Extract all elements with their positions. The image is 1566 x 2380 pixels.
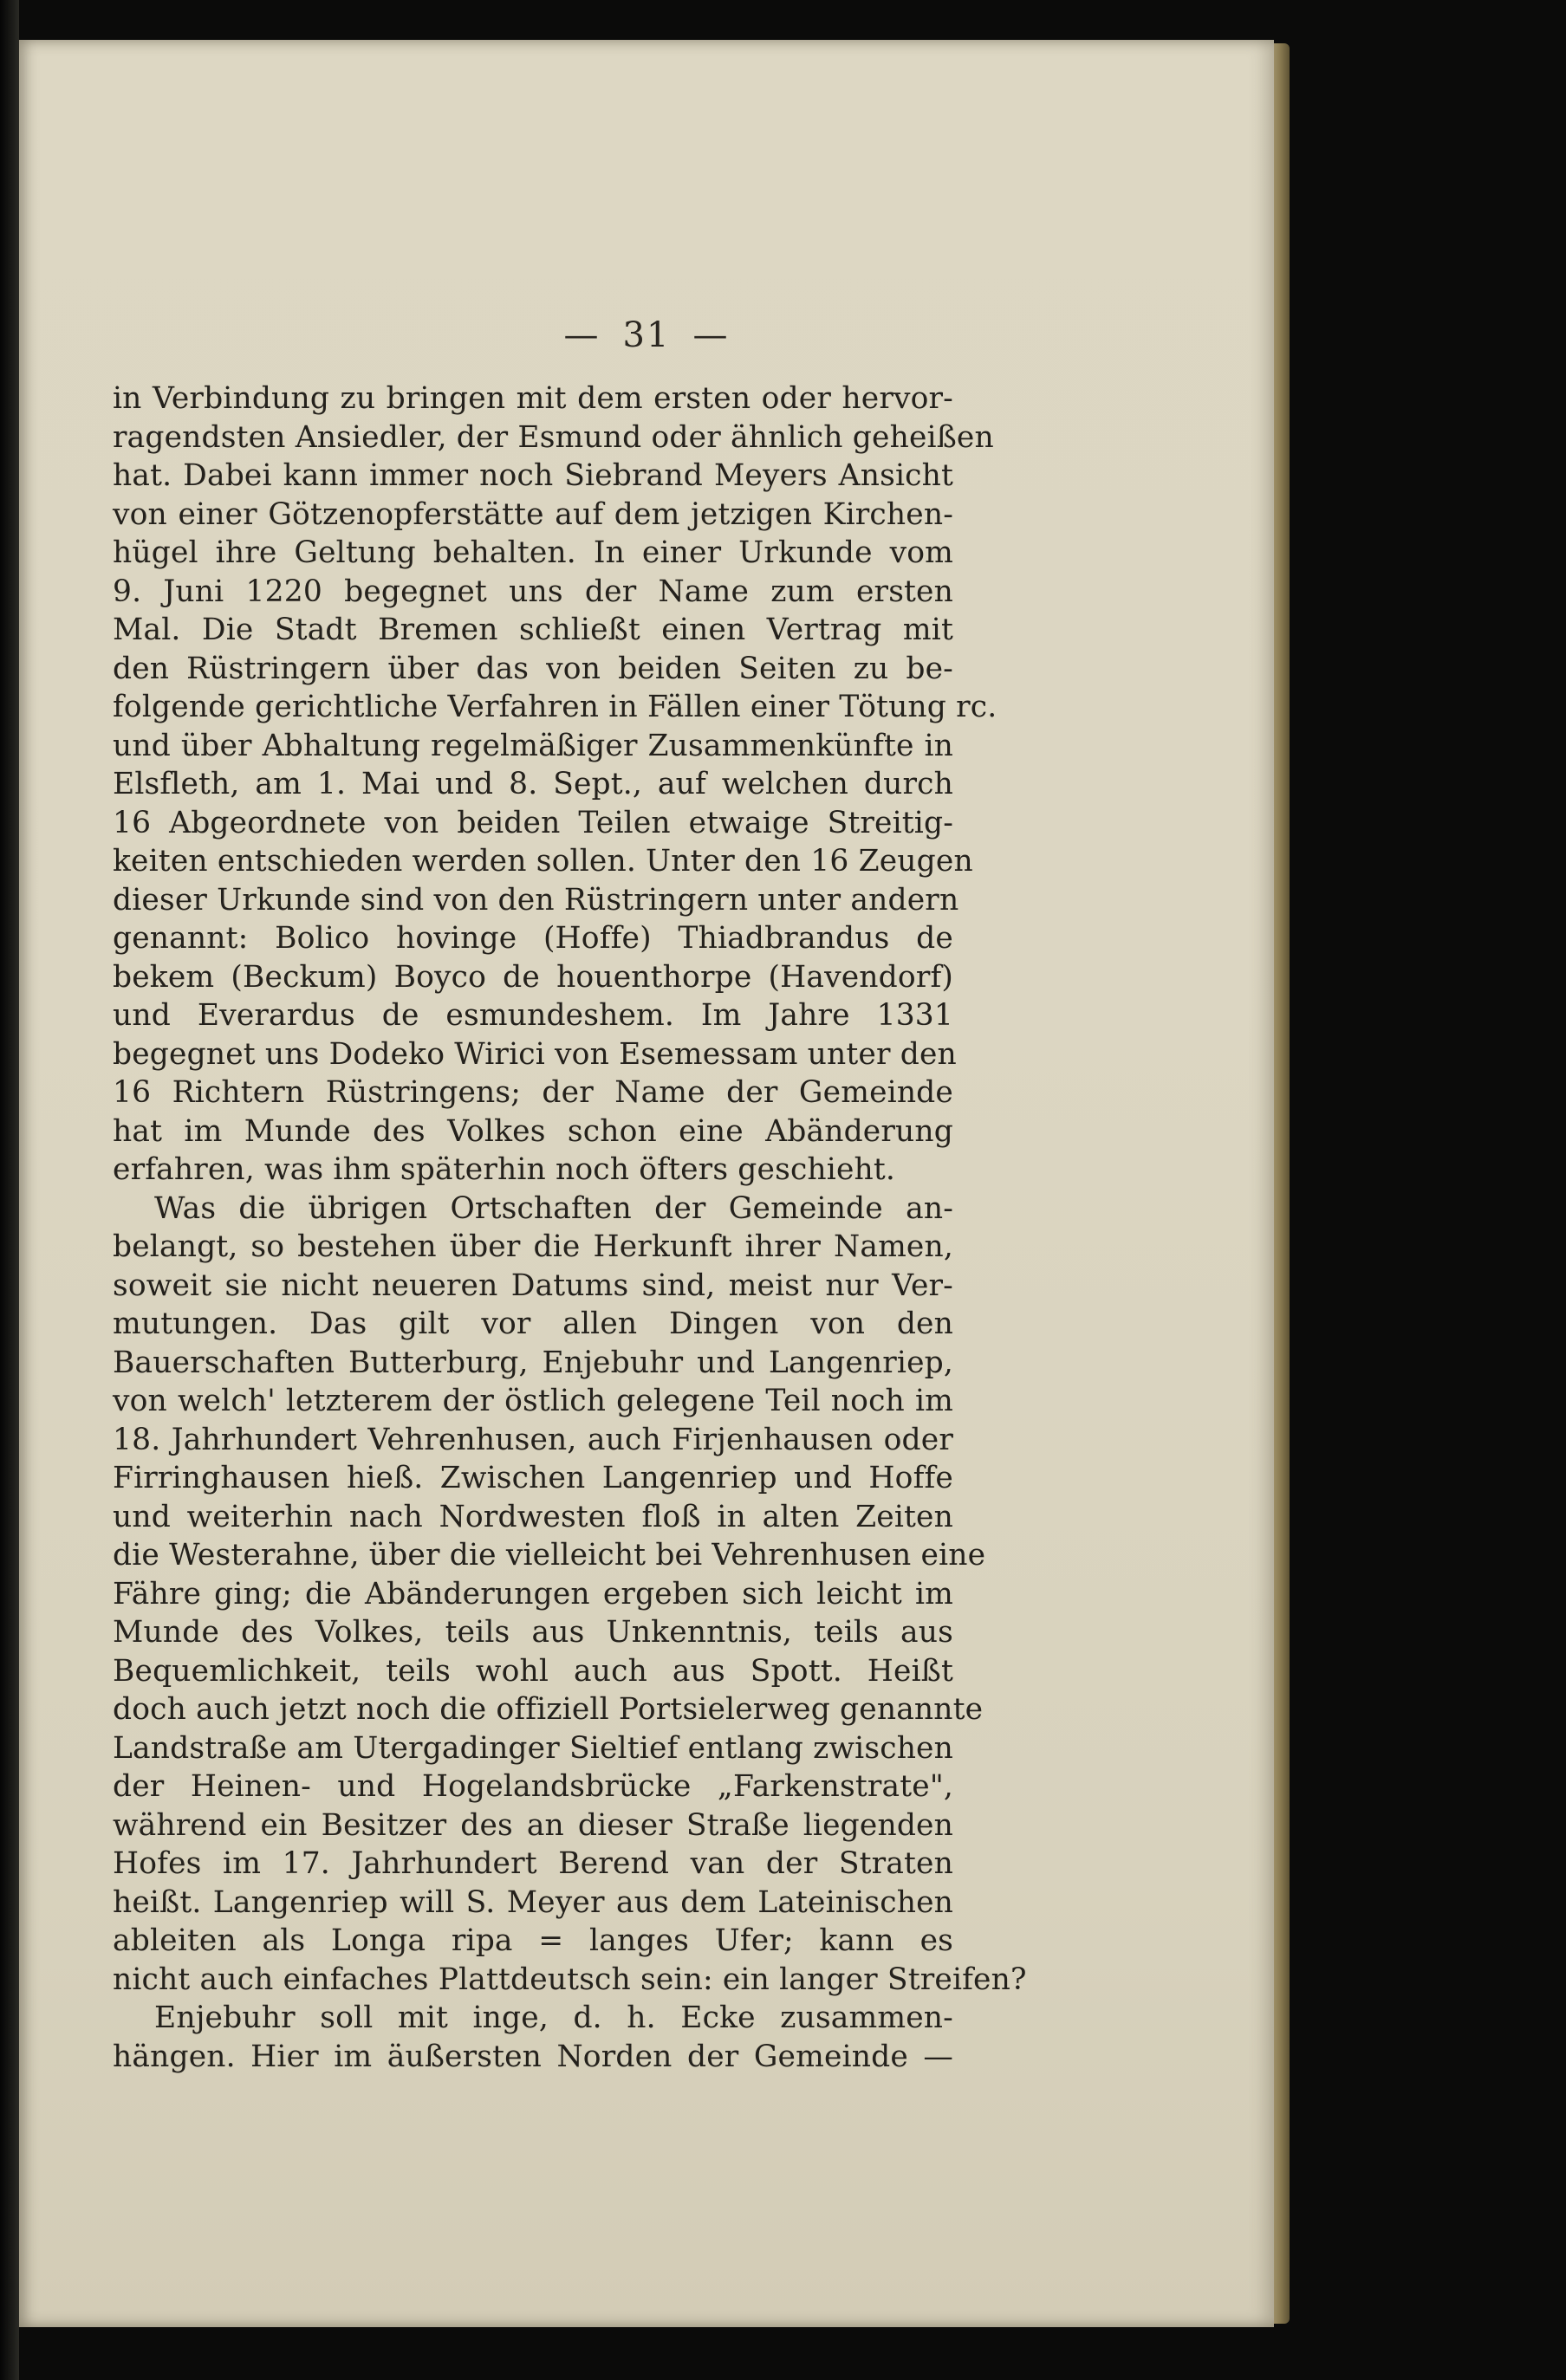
body-text (113, 379, 1027, 2076)
header-dash-right: — (692, 315, 730, 355)
text-line: Bauerschaften Butterburg, Enjebuhr und Langenriep, (113, 1345, 953, 1380)
text-line: folgende gerichtliche Verfahren in Fällen einer Tötung rc. (113, 690, 997, 724)
text-line: dieser Urkunde sind von den Rüstringern unter andern (113, 882, 959, 918)
text-line: der Heinen- und Hogelandsbrücke „Farkenstrate", (113, 1769, 953, 1804)
text-line: nicht auch einfaches Plattdeutsch sein: ein langer Streifen? (113, 1962, 1027, 1997)
text-line: den Rüstringern über das von beiden Seiten zu be- (113, 651, 953, 686)
text-line: mutungen. Das gilt vor allen Dingen von den (113, 1307, 953, 1341)
book-page (19, 40, 1274, 2327)
text-line: während ein Besitzer des an dieser Straße liegenden (113, 1807, 953, 1843)
text-line: genannt: Bolico hovinge (Hoffe) Thiadbrandus de (113, 921, 953, 956)
text-line: und weiterhin nach Nordwesten floß in alten Zeiten (113, 1499, 953, 1534)
text-line: ableiten als Longa ripa = langes Ufer; kann es (113, 1923, 953, 1958)
text-line: ragendsten Ansiedler, der Esmund oder ähnlich geheißen (113, 419, 994, 455)
text-line: doch auch jetzt noch die offiziell Portsielerweg genannte (113, 1692, 984, 1727)
text-line: Landstraße am Utergadinger Sieltief entlang zwischen (113, 1730, 953, 1766)
scan-border-left (0, 0, 19, 2380)
text-line: Fähre ging; die Abänderungen ergeben sich leicht im (113, 1576, 953, 1612)
text-line: hügel ihre Geltung behalten. In einer Urkunde vom (113, 535, 953, 570)
text-line: 18. Jahrhundert Vehrenhusen, auch Firjenhausen oder (113, 1422, 953, 1457)
text-line: hängen. Hier im äußersten Norden der Gemeinde — (113, 2039, 953, 2074)
text-line: hat im Munde des Volkes schon eine Abänderung (113, 1113, 953, 1149)
page-number: 31 (622, 315, 671, 355)
text-line: bekem (Beckum) Boyco de houenthorpe (Havendorf) (113, 959, 953, 995)
text-line: und über Abhaltung regelmäßiger Zusammenkünfte in (113, 728, 953, 763)
text-line: Elsfleth, am 1. Mai und 8. Sept., auf welchen durch (113, 767, 953, 801)
text-line: begegnet uns Dodeko Wirici von Esemessam unter den (113, 1036, 957, 1072)
text-line: in Verbindung zu bringen mit dem ersten oder hervor- (113, 381, 953, 416)
text-line: 16 Abgeordnete von beiden Teilen etwaige Streitig- (113, 805, 953, 840)
text-line: soweit sie nicht neueren Datums sind, meist nur Ver- (113, 1268, 953, 1303)
text-line: die Westerahne, über die vielleicht bei Vehrenhusen eine (113, 1538, 986, 1573)
text-line: belangt, so bestehen über die Herkunft ihrer Namen, (113, 1229, 953, 1264)
page-header (19, 315, 1274, 355)
text-line: Was die übrigen Ortschaften der Gemeinde an- (154, 1190, 953, 1226)
text-line: erfahren, was ihm späterhin noch öfters geschieht. (113, 1152, 896, 1187)
text-line: Hofes im 17. Jahrhundert Berend van der Straten (113, 1846, 953, 1881)
header-dash-left: — (563, 315, 601, 355)
text-line: Munde des Volkes, teils aus Unkenntnis, teils aus (113, 1615, 953, 1650)
text-line: hat. Dabei kann immer noch Siebrand Meyers Ansicht (113, 458, 953, 493)
text-line: von welch' letzterem der östlich gelegene Teil noch im (113, 1384, 953, 1418)
text-line: Mal. Die Stadt Bremen schließt einen Vertrag mit (113, 613, 953, 647)
text-line: Firringhausen hieß. Zwischen Langenriep und Hoffe (113, 1461, 953, 1495)
text-line: und Everardus de esmundeshem. Im Jahre 1331 (113, 998, 953, 1033)
text-line: Bequemlichkeit, teils wohl auch aus Spott. Heißt (113, 1653, 953, 1689)
text-line: heißt. Langenriep will S. Meyer aus dem Lateinischen (113, 1884, 953, 1920)
text-line: 9. Juni 1220 begegnet uns der Name zum ersten (113, 574, 953, 609)
text-line: Enjebuhr soll mit inge, d. h. Ecke zusammen- (154, 2001, 953, 2035)
text-line: keiten entschieden werden sollen. Unter den 16 Zeugen (113, 844, 973, 879)
text-line: von einer Götzenopferstätte auf dem jetzigen Kirchen- (113, 496, 953, 532)
text-line: 16 Richtern Rüstringens; der Name der Gemeinde (113, 1075, 953, 1110)
